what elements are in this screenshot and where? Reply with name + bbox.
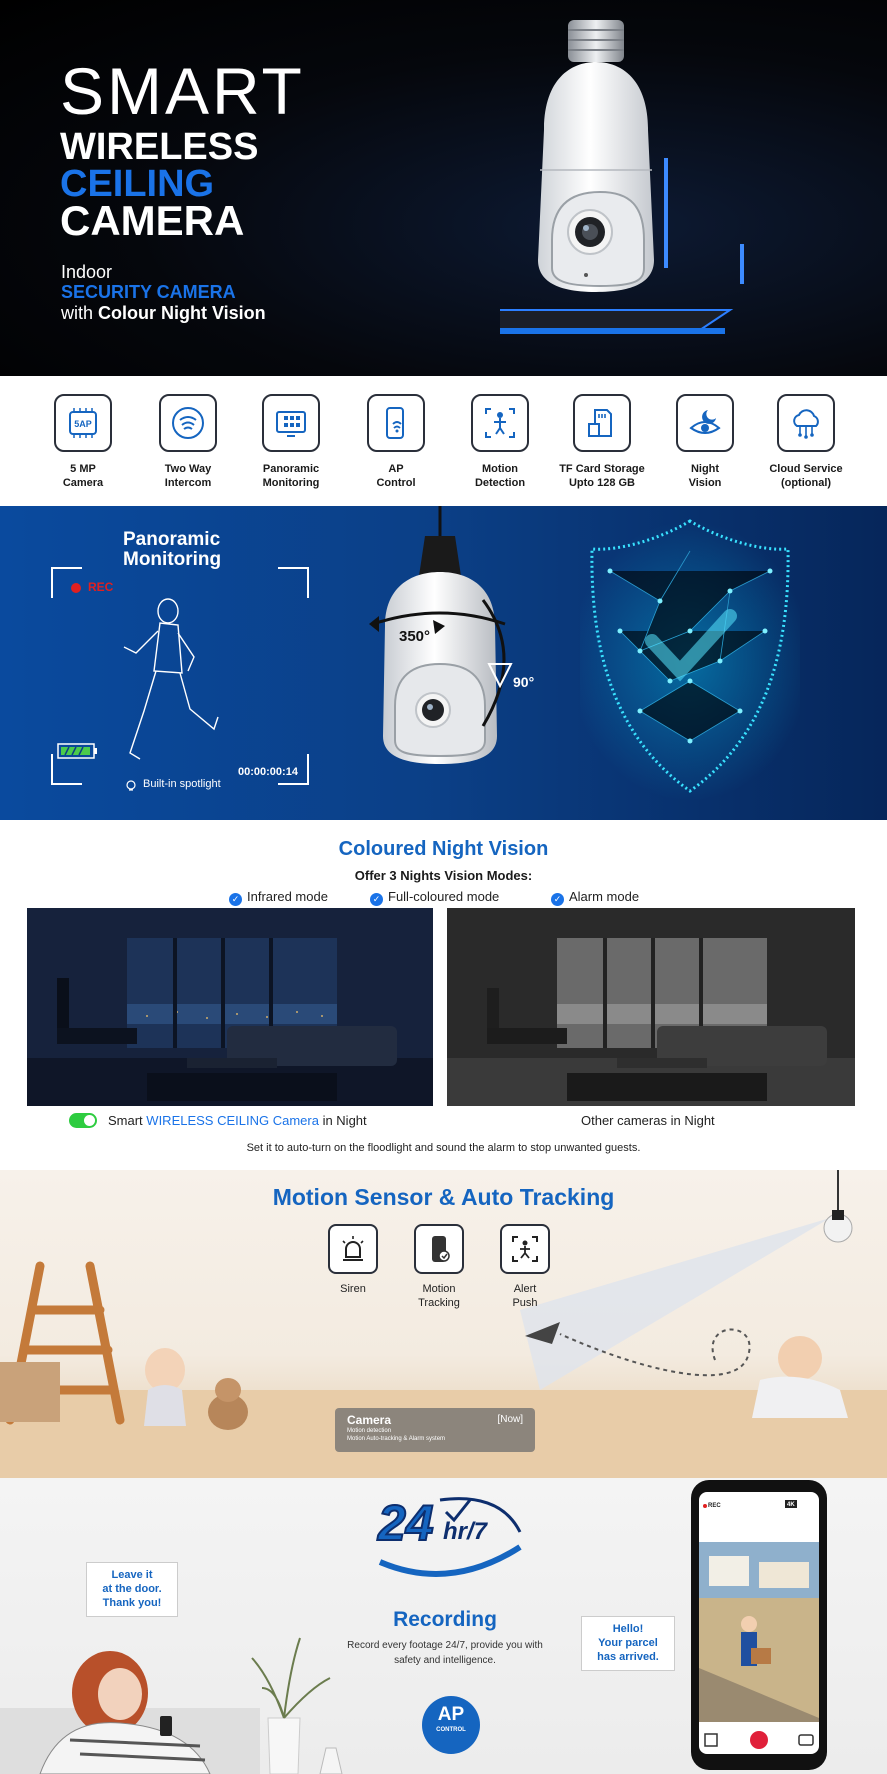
panoramic-section	[0, 506, 887, 820]
feature-label: Two Way Intercom	[164, 463, 212, 490]
panoramic-grid-icon	[262, 394, 320, 452]
rotation-horizontal: 350°	[399, 628, 431, 645]
notification-line: Motion detection	[347, 1428, 392, 1434]
running-person-sketch	[118, 591, 238, 771]
night-vision-title: Coloured Night Vision	[338, 838, 549, 860]
feature-intercom	[136, 394, 240, 491]
5mp-badge: 5AP	[74, 419, 92, 429]
feature-label: Motion Detection	[474, 463, 526, 490]
night-vision-subtitle: Offer 3 Nights Vision Modes:	[354, 868, 533, 883]
phone-tracking-icon	[414, 1224, 464, 1274]
feature-label: AP Control	[376, 463, 416, 490]
phone-res-label: 4K	[787, 1502, 795, 1508]
sd-card-icon	[573, 394, 631, 452]
motion-feature-tracking	[404, 1224, 474, 1311]
hero-subtitle-night	[61, 303, 266, 324]
check-icon: ✓	[229, 893, 242, 906]
recording-description: Record every footage 24/7, provide you with safety and intelligence.	[347, 1640, 543, 1666]
siren-icon	[328, 1224, 378, 1274]
night-eye-icon	[676, 394, 734, 452]
room-other-night	[447, 908, 855, 1106]
notification-title: Camera	[347, 1413, 392, 1427]
camera-notification[interactable]	[335, 1408, 535, 1452]
night-vision-section	[0, 820, 887, 1170]
hero-subtitle-with: with	[61, 303, 99, 323]
ap-control-label: CONTROL	[436, 1727, 466, 1733]
hero-title-camera: CAMERA	[60, 197, 245, 244]
clock-swoosh-icon	[370, 1492, 530, 1582]
badge-24: 24	[378, 1495, 434, 1551]
phone-rec-label: REC	[708, 1503, 721, 1509]
feature-motion	[448, 394, 552, 491]
smart-toggle[interactable]	[69, 1113, 97, 1128]
caption-highlight: WIRELESS CEILING Camera	[146, 1113, 319, 1128]
motion-feature-label: Motion Tracking	[418, 1283, 460, 1310]
caption-other-cameras: Other cameras in Night	[581, 1113, 715, 1128]
bulb-icon	[124, 779, 138, 793]
bulb-camera-illustration	[500, 10, 820, 370]
alert-push-icon	[500, 1224, 550, 1274]
hero-subtitle-indoor: Indoor	[61, 262, 113, 282]
hero-title-wireless: WIRELESS	[60, 126, 259, 168]
motion-person-icon	[471, 394, 529, 452]
feature-cloud	[754, 394, 858, 491]
mode-infrared	[229, 889, 328, 906]
recording-title: Recording	[393, 1608, 497, 1631]
motion-section	[0, 1170, 887, 1478]
feature-ap-control	[344, 394, 448, 491]
check-icon: ✓	[551, 893, 564, 906]
feature-label: Panoramic Monitoring	[262, 463, 320, 490]
motion-feature-alert	[490, 1224, 560, 1311]
panoramic-title: Panoramic Monitoring	[123, 529, 222, 570]
feature-strip	[0, 376, 887, 506]
speech-bubble-right: Hello! Your parcel has arrived.	[581, 1616, 675, 1671]
hero-banner	[0, 0, 887, 376]
ap-control-badge	[422, 1696, 480, 1754]
rec-dot	[71, 583, 81, 593]
shield-check-icon	[580, 511, 800, 801]
rotation-vertical: 90°	[513, 674, 535, 690]
caption-in-night: in Night	[318, 1113, 367, 1128]
motion-feature-label: Alert Push	[512, 1283, 538, 1310]
check-icon: ✓	[370, 893, 383, 906]
5mp-chip-icon	[54, 394, 112, 452]
tilt-triangle	[487, 662, 513, 688]
timestamp: 00:00:00:14	[238, 766, 298, 778]
rec-label: REC	[88, 580, 114, 594]
hero-title-smart: SMART	[60, 54, 305, 128]
mode-label: Full-coloured mode	[388, 889, 500, 904]
mode-alarm	[551, 889, 639, 906]
ap-label: AP	[437, 1704, 465, 1725]
badge-hr7: hr/7	[443, 1518, 488, 1545]
notification-time: [Now]	[497, 1414, 523, 1425]
phone-wifi-icon	[367, 394, 425, 452]
feature-label: Night Vision	[688, 463, 722, 490]
speech-bubble-left: Leave it at the door. Thank you!	[86, 1562, 178, 1617]
feature-label: Cloud Service (optional)	[769, 463, 843, 490]
hero-subtitle-night-bold: Colour Night Vision	[98, 303, 266, 323]
mode-label: Infrared mode	[247, 889, 328, 904]
feature-night-vision	[653, 394, 757, 491]
caption-smart: Smart	[108, 1113, 147, 1128]
feature-panoramic	[239, 394, 343, 491]
hero-title-ceiling: CEILING	[60, 163, 215, 205]
feature-label: TF Card Storage Upto 128 GB	[559, 463, 645, 490]
smartphone-illustration[interactable]	[689, 1478, 829, 1772]
feature-label: 5 MP Camera	[62, 463, 104, 490]
mode-full-colour	[370, 889, 499, 906]
cloud-icon	[777, 394, 835, 452]
recording-section	[0, 1478, 887, 1774]
motion-feature-siren	[318, 1224, 388, 1296]
motion-feature-label: Siren	[340, 1283, 366, 1295]
intercom-icon	[159, 394, 217, 452]
hero-subtitle-security: SECURITY CAMERA	[61, 282, 236, 302]
night-vision-note: Set it to auto-turn on the floodlight and sound the alarm to stop unwanted guests.	[246, 1142, 641, 1154]
caption-smart-camera	[108, 1113, 367, 1128]
feature-tf-card	[550, 394, 654, 491]
mode-label: Alarm mode	[569, 889, 640, 904]
hanging-camera-illustration	[355, 506, 525, 766]
room-colour-night	[27, 908, 433, 1106]
notification-line: Motion Auto-tracking & Alarm system	[347, 1436, 446, 1443]
spotlight-label: Built-in spotlight	[143, 778, 221, 790]
motion-title: Motion Sensor & Auto Tracking	[272, 1184, 615, 1210]
feature-5mp	[31, 394, 135, 491]
